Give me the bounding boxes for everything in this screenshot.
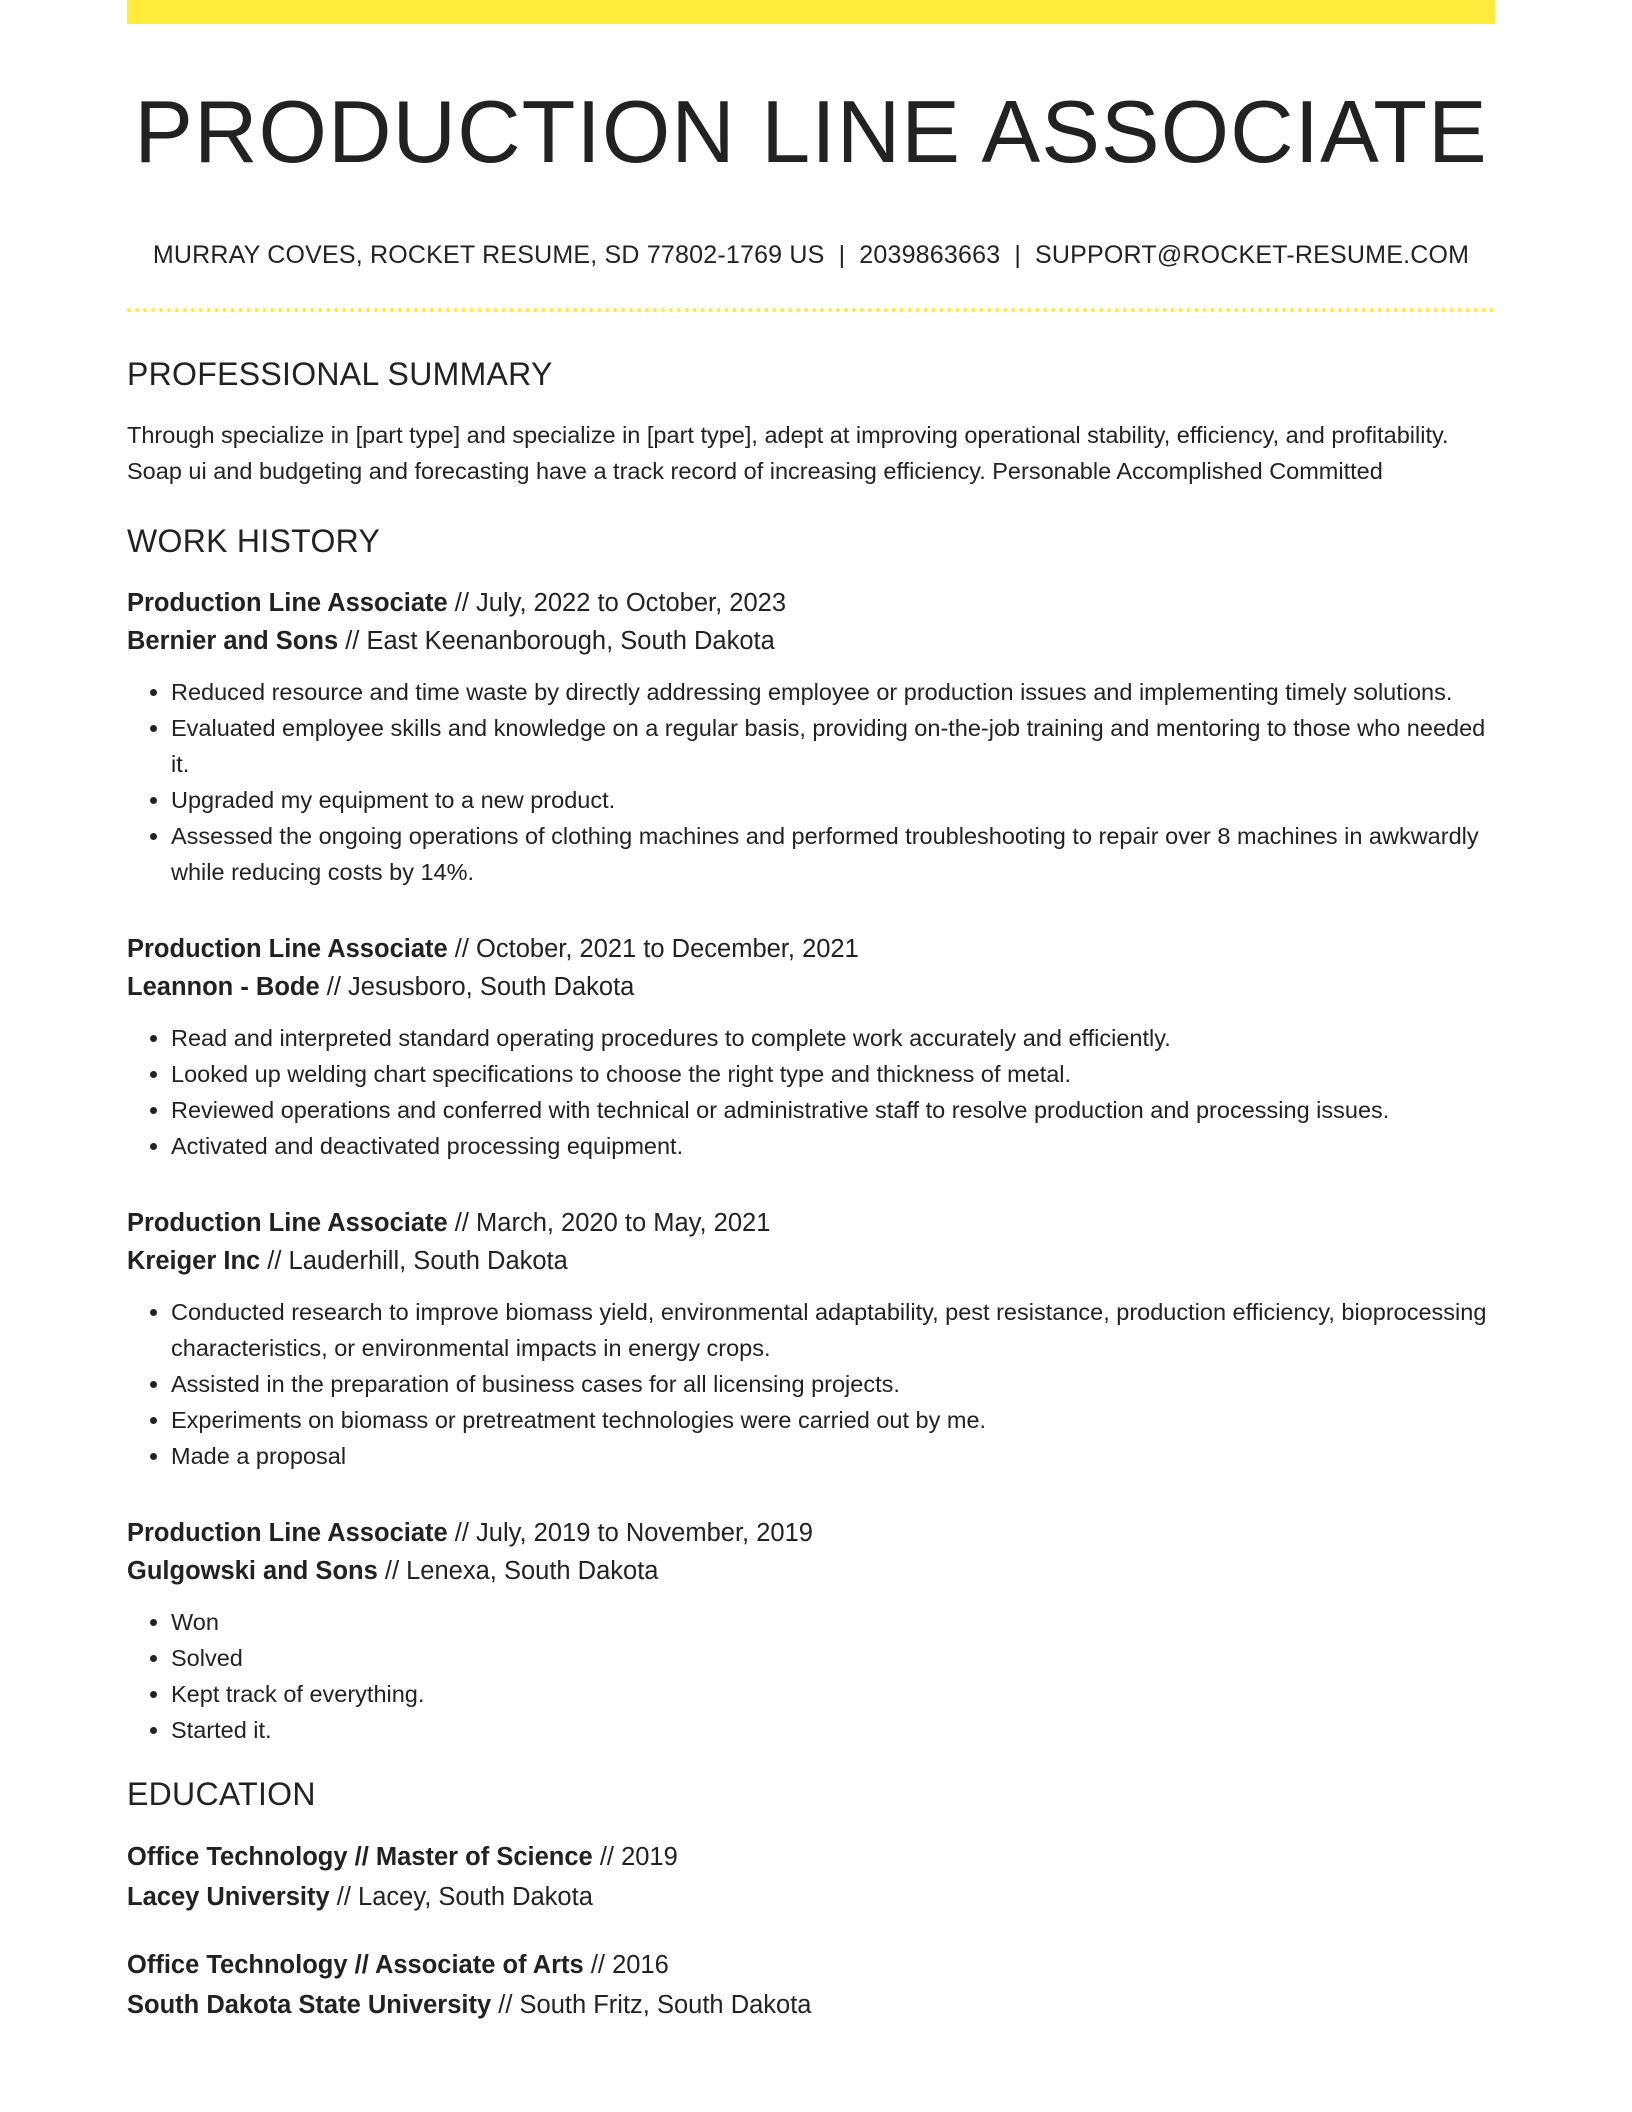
job-bullet: • Made a proposal (171, 1438, 1495, 1474)
job-bullet: • Won (171, 1604, 1495, 1640)
contact-line (127, 241, 1495, 270)
job-title: Production Line Associate (127, 934, 448, 963)
summary-heading: PROFESSIONAL SUMMARY (127, 355, 553, 392)
job-bullet: • Assessed the ongoing operations of clothing machines and performed troubleshooting to repair over 8 machines in awkwardly while reducing costs by 14%. (171, 818, 1495, 890)
job-list (127, 584, 1495, 1748)
job-company: Kreiger Inc (127, 1246, 261, 1275)
job-location: // Jesusboro, South Dakota (319, 972, 635, 1001)
resume-title: PRODUCTION LINE ASSOCIATE (134, 82, 1488, 181)
contact-address: MURRAY COVES, ROCKET RESUME, SD 77802-1769 US (152, 240, 825, 269)
job-title: Production Line Associate (127, 1208, 448, 1237)
job-entry (127, 584, 1495, 890)
job-location: // Lenexa, South Dakota (377, 1556, 659, 1585)
job-company: Bernier and Sons (127, 626, 339, 655)
job-entry (127, 1204, 1495, 1474)
education-school: South Dakota State University (127, 1990, 492, 2019)
accent-top-bar (127, 0, 1495, 24)
job-bullet-list (127, 1294, 1495, 1474)
job-company: Leannon - Bode (127, 972, 320, 1001)
education-year: // 2016 (583, 1950, 669, 1979)
job-bullet-list (127, 1020, 1495, 1164)
job-bullet: • Upgraded my equipment to a new product. (171, 782, 1495, 818)
job-company-line (127, 622, 1495, 660)
job-company-line (127, 968, 1495, 1006)
job-dates: // July, 2019 to November, 2019 (447, 1518, 813, 1547)
job-title-line (127, 930, 1495, 968)
resume-page (127, 0, 1495, 2025)
job-bullet: • Kept track of everything. (171, 1676, 1495, 1712)
contact-separator: | (838, 240, 846, 269)
summary-text: Through specialize in [part type] and specialize in [part type], adept at improving operational stability, efficiency, and profitability. Soap ui and budgeting and forecasting have a track record of increasing efficiency. Personable Accomplished Committed (127, 421, 1449, 484)
education-year: // 2019 (592, 1842, 678, 1871)
job-dates: // October, 2021 to December, 2021 (447, 934, 859, 963)
education-school: Lacey University (127, 1882, 330, 1911)
education-heading: EDUCATION (127, 1775, 316, 1812)
job-bullet: • Conducted research to improve biomass yield, environmental adaptability, pest resistance, production efficiency, bioprocessing characteristics, or environmental impacts in energy crops. (171, 1294, 1495, 1366)
job-title: Production Line Associate (127, 588, 448, 617)
job-location: // East Keenanborough, South Dakota (338, 626, 775, 655)
education-degree: Office Technology // Associate of Arts (127, 1950, 584, 1979)
job-dates: // July, 2022 to October, 2023 (447, 588, 787, 617)
job-bullet-list (127, 674, 1495, 890)
job-bullet: • Looked up welding chart specifications to choose the right type and thickness of metal. (171, 1056, 1495, 1092)
job-entry (127, 1514, 1495, 1748)
job-title-line (127, 1514, 1495, 1552)
dotted-divider (127, 308, 1495, 312)
education-list (127, 1837, 1495, 2025)
education-school-line (127, 1877, 1495, 1917)
education-degree-line (127, 1945, 1495, 1985)
job-company-line (127, 1242, 1495, 1280)
job-bullet: • Assisted in the preparation of business cases for all licensing projects. (171, 1366, 1495, 1402)
contact-separator: | (1014, 240, 1022, 269)
job-bullet: • Reviewed operations and conferred with technical or administrative staff to resolve production and processing issues. (171, 1092, 1495, 1128)
education-degree-line (127, 1837, 1495, 1877)
contact-email: SUPPORT@ROCKET-RESUME.COM (1035, 240, 1470, 269)
job-bullet: • Solved (171, 1640, 1495, 1676)
education-degree: Office Technology // Master of Science (127, 1842, 593, 1871)
job-dates: // March, 2020 to May, 2021 (447, 1208, 771, 1237)
job-company: Gulgowski and Sons (127, 1556, 378, 1585)
education-school-line (127, 1985, 1495, 2025)
job-entry (127, 930, 1495, 1164)
education-location: // South Fritz, South Dakota (491, 1990, 812, 2019)
job-title-line (127, 1204, 1495, 1242)
education-location: // Lacey, South Dakota (329, 1882, 593, 1911)
job-bullet: • Read and interpreted standard operating procedures to complete work accurately and efficiently. (171, 1020, 1495, 1056)
contact-phone: 2039863663 (859, 240, 1001, 269)
job-bullet: • Evaluated employee skills and knowledge on a regular basis, providing on-the-job training and mentoring to those who needed it. (171, 710, 1495, 782)
education-entry (127, 1945, 1495, 2025)
education-entry (127, 1837, 1495, 1917)
job-company-line (127, 1552, 1495, 1590)
job-title-line (127, 584, 1495, 622)
job-location: // Lauderhill, South Dakota (260, 1246, 568, 1275)
job-bullet: • Started it. (171, 1712, 1495, 1748)
job-bullet: • Reduced resource and time waste by directly addressing employee or production issues and implementing timely solutions. (171, 674, 1495, 710)
job-bullet: • Activated and deactivated processing equipment. (171, 1128, 1495, 1164)
job-bullet-list (127, 1604, 1495, 1748)
job-title: Production Line Associate (127, 1518, 448, 1547)
job-bullet: • Experiments on biomass or pretreatment technologies were carried out by me. (171, 1402, 1495, 1438)
work-history-heading: WORK HISTORY (127, 522, 381, 559)
